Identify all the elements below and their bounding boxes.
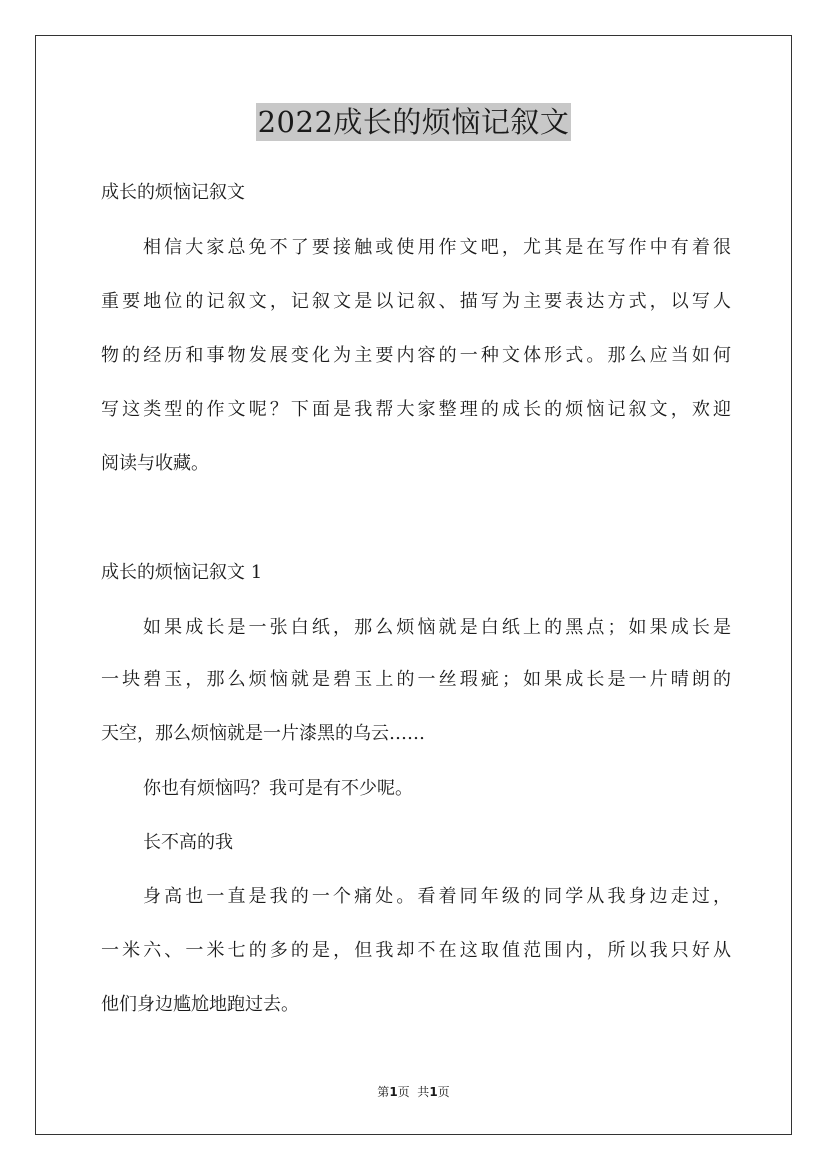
para1-line-2: 一块碧玉，那么烦恼就是碧玉上的一丝瑕疵；如果成长是一片晴朗的 bbox=[101, 669, 731, 690]
document-title: 2022成长的烦恼记叙文 bbox=[257, 105, 570, 139]
para4-line-3: 他们身边尴尬地跑过去。 bbox=[101, 994, 299, 1015]
para1-line-3: 天空，那么烦恼就是一片漆黑的乌云…… bbox=[101, 723, 425, 744]
document-subtitle: 成长的烦恼记叙文 bbox=[101, 182, 245, 203]
para2: 你也有烦恼吗？我可是有不少呢。 bbox=[143, 778, 413, 799]
para4-line-1: 身高也一直是我的一个痛处。看着同年级的同学从我身边走过， bbox=[143, 886, 731, 907]
footer-page-num: 1 bbox=[389, 1085, 398, 1099]
footer-page-mid: 页 共 bbox=[397, 1085, 430, 1099]
intro-line-4: 写这类型的作文呢？下面是我帮大家整理的成长的烦恼记叙文，欢迎 bbox=[101, 399, 731, 420]
para1-line-1: 如果成长是一张白纸，那么烦恼就是白纸上的黑点；如果成长是 bbox=[143, 617, 731, 638]
page-footer bbox=[0, 1084, 827, 1100]
section-heading: 成长的烦恼记叙文 1 bbox=[101, 562, 263, 583]
intro-line-3: 物的经历和事物发展变化为主要内容的一种文体形式。那么应当如何 bbox=[101, 345, 731, 366]
title-container bbox=[0, 103, 827, 141]
intro-line-1: 相信大家总免不了要接触或使用作文吧，尤其是在写作中有着很 bbox=[143, 237, 731, 258]
footer-page-suffix: 页 bbox=[437, 1085, 450, 1099]
para4-line-2: 一米六、一米七的多的是，但我却不在这取值范围内，所以我只好从 bbox=[101, 940, 731, 961]
intro-line-5: 阅读与收藏。 bbox=[101, 453, 209, 474]
footer-total-num: 1 bbox=[429, 1085, 438, 1099]
para3: 长不高的我 bbox=[143, 832, 233, 853]
intro-line-2: 重要地位的记叙文，记叙文是以记叙、描写为主要表达方式，以写人 bbox=[101, 291, 731, 312]
footer-page-prefix: 第 bbox=[377, 1085, 390, 1099]
